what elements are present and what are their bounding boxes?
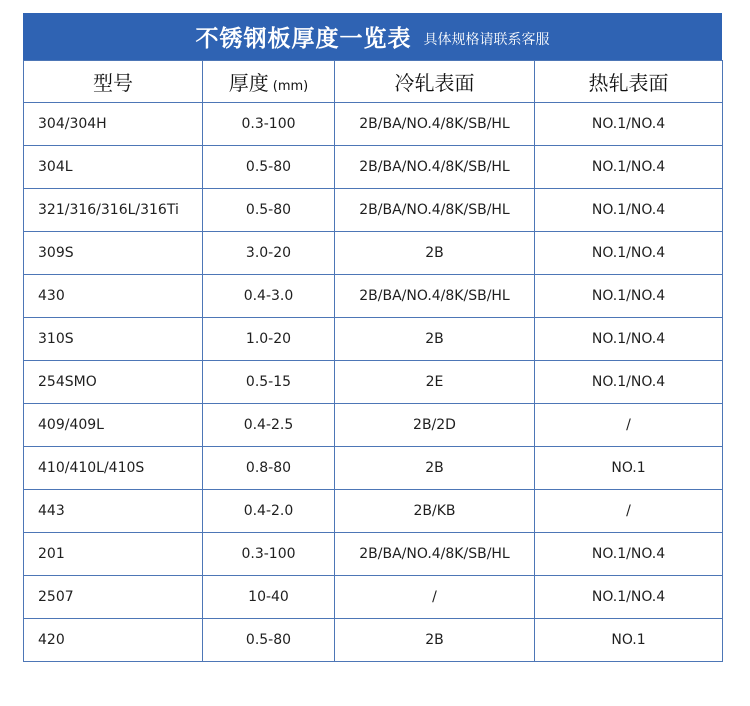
table-row	[24, 619, 723, 662]
header-model-label: 型号	[93, 71, 133, 95]
cell-thickness: 0.4-2.0	[203, 490, 335, 533]
cell-cold-rolled: 2B	[335, 619, 535, 662]
cell-hot-rolled: NO.1/NO.4	[535, 232, 723, 275]
cell-model: 2507	[24, 576, 203, 619]
contact-note: 具体规格请联系客服	[423, 31, 550, 48]
cell-cold-rolled: 2B/BA/NO.4/8K/SB/HL	[335, 533, 535, 576]
table-row	[24, 232, 723, 275]
cell-model: 410/410L/410S	[24, 447, 203, 490]
cell-thickness: 0.5-15	[203, 361, 335, 404]
cell-hot-rolled: /	[535, 404, 723, 447]
cell-hot-rolled: NO.1/NO.4	[535, 103, 723, 146]
table-row	[24, 318, 723, 361]
cell-cold-rolled: 2B	[335, 318, 535, 361]
cell-model: 304/304H	[24, 103, 203, 146]
cell-cold-rolled: 2B/BA/NO.4/8K/SB/HL	[335, 275, 535, 318]
header-hot-rolled	[535, 61, 723, 103]
table-row	[24, 576, 723, 619]
cell-cold-rolled: 2E	[335, 361, 535, 404]
cell-cold-rolled: /	[335, 576, 535, 619]
header-model	[24, 61, 203, 103]
cell-thickness: 0.5-80	[203, 619, 335, 662]
cell-thickness: 0.3-100	[203, 533, 335, 576]
cell-hot-rolled: NO.1/NO.4	[535, 189, 723, 232]
cell-thickness: 0.4-2.5	[203, 404, 335, 447]
table-title: 不锈钢板厚度一览表	[195, 26, 412, 52]
cell-cold-rolled: 2B/BA/NO.4/8K/SB/HL	[335, 103, 535, 146]
table-row	[24, 361, 723, 404]
table-row	[24, 404, 723, 447]
cell-model: 321/316/316L/316Ti	[24, 189, 203, 232]
cell-cold-rolled: 2B	[335, 232, 535, 275]
cell-cold-rolled: 2B	[335, 447, 535, 490]
cell-hot-rolled: NO.1/NO.4	[535, 318, 723, 361]
thickness-table	[23, 60, 723, 662]
header-cold-rolled	[335, 61, 535, 103]
cell-cold-rolled: 2B/BA/NO.4/8K/SB/HL	[335, 146, 535, 189]
cell-model: 254SMO	[24, 361, 203, 404]
table-row	[24, 533, 723, 576]
cell-hot-rolled: NO.1/NO.4	[535, 576, 723, 619]
cell-hot-rolled: NO.1/NO.4	[535, 146, 723, 189]
cell-model: 304L	[24, 146, 203, 189]
header-cold-rolled-label: 冷轧表面	[394, 71, 475, 95]
cell-cold-rolled: 2B/2D	[335, 404, 535, 447]
title-banner	[23, 13, 722, 60]
cell-model: 420	[24, 619, 203, 662]
header-hot-rolled-label: 热轧表面	[588, 71, 669, 95]
cell-thickness: 0.5-80	[203, 189, 335, 232]
cell-cold-rolled: 2B/KB	[335, 490, 535, 533]
header-row	[24, 61, 723, 103]
cell-hot-rolled: /	[535, 490, 723, 533]
table-row	[24, 275, 723, 318]
table-row	[24, 103, 723, 146]
spec-sheet	[23, 13, 722, 662]
table-row	[24, 189, 723, 232]
cell-model: 309S	[24, 232, 203, 275]
cell-thickness: 0.5-80	[203, 146, 335, 189]
table-row	[24, 490, 723, 533]
cell-hot-rolled: NO.1/NO.4	[535, 533, 723, 576]
cell-cold-rolled: 2B/BA/NO.4/8K/SB/HL	[335, 189, 535, 232]
cell-model: 409/409L	[24, 404, 203, 447]
header-thickness-label: 厚度	[228, 71, 269, 95]
header-thickness-unit: (mm)	[272, 79, 309, 94]
cell-hot-rolled: NO.1/NO.4	[535, 361, 723, 404]
cell-hot-rolled: NO.1	[535, 447, 723, 490]
table-row	[24, 447, 723, 490]
cell-thickness: 1.0-20	[203, 318, 335, 361]
cell-thickness: 0.8-80	[203, 447, 335, 490]
cell-thickness: 0.4-3.0	[203, 275, 335, 318]
header-thickness	[203, 61, 335, 103]
cell-thickness: 3.0-20	[203, 232, 335, 275]
cell-thickness: 0.3-100	[203, 103, 335, 146]
cell-hot-rolled: NO.1	[535, 619, 723, 662]
cell-hot-rolled: NO.1/NO.4	[535, 275, 723, 318]
cell-model: 443	[24, 490, 203, 533]
cell-model: 201	[24, 533, 203, 576]
table-row	[24, 146, 723, 189]
cell-thickness: 10-40	[203, 576, 335, 619]
cell-model: 310S	[24, 318, 203, 361]
cell-model: 430	[24, 275, 203, 318]
